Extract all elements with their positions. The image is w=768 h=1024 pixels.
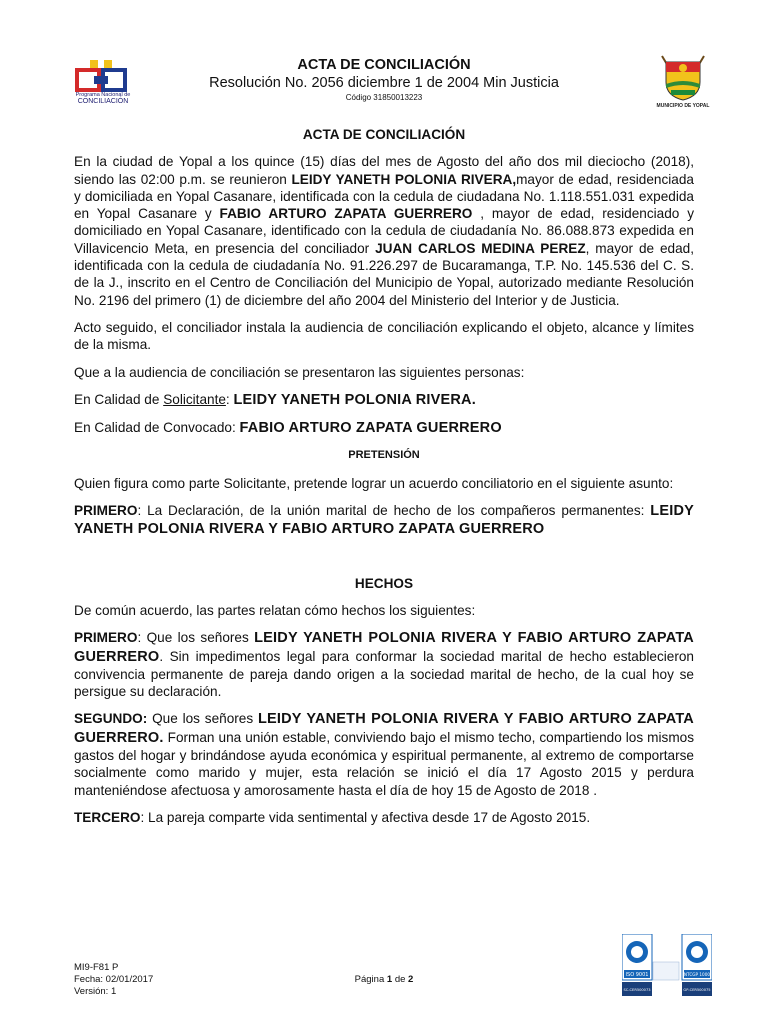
page-label: Página <box>354 974 387 985</box>
document-body <box>74 126 694 836</box>
item-text: : Que los señores <box>137 630 255 646</box>
cert1-label: ISO 9001 <box>625 972 649 978</box>
convocado-name: FABIO ARTURO ZAPATA GUERRERO <box>219 206 473 222</box>
document-title: ACTA DE CONCILIACIÓN <box>302 127 466 142</box>
form-code: MI9-F81 P <box>74 962 119 973</box>
coat-of-arms-icon <box>654 54 712 102</box>
solicitante-line <box>74 391 694 409</box>
intro-text: , mayor de edad, identificada con la cedula de ciudadanía No. 91.226.297 de Bucaramanga, T.P. No. 145.536 del C. S. de la J., inscrito en el Centro de Conciliación del Municipio de Yopal, autorizado mediante Resolución No. 2196 del primero (1) de diciembre del año 2004 del Ministerio del Interior y de Justicia. <box>74 240 695 308</box>
hecho-primero <box>74 629 694 700</box>
hecho-segundo <box>74 710 694 798</box>
form-version: Versión: 1 <box>74 986 117 997</box>
page-separator: de <box>392 974 409 985</box>
certification-logos <box>622 934 712 996</box>
line-prefix: En Calidad de Convocado: <box>74 420 240 436</box>
cert2-label: NTCGP 1000 <box>683 972 711 977</box>
conciliador-name: JUAN CARLOS MEDINA PEREZ <box>375 240 586 256</box>
solicitante-line-name: LEIDY YANETH POLONIA RIVERA. <box>233 391 476 408</box>
item-text: Que los señores <box>147 711 258 727</box>
intro-paragraph <box>74 153 694 309</box>
hecho-tercero <box>74 809 694 826</box>
icontec-certification-icon <box>622 934 712 996</box>
header-subtitle: Resolución No. 2056 diciembre 1 de 2004 Min Justicia <box>209 75 559 91</box>
logo-caption: Programa Nacional de <box>75 92 131 98</box>
item-text: Forman una unión estable, conviviendo bajo el mismo techo, compartiendo los mismos gastos del hogar y brindándose ayuda económica y espiritual permanente, al extremo de comportarse socialmente como marido y mujer, esta relación se inició el día 17 Agosto 2015 y perdura manteniéndose afectuosa y amorosamente hasta el día de hoy 15 de Agosto de 2018 . <box>74 729 694 798</box>
coat-of-arms-caption: MUNICIPIO DE YOPAL <box>656 103 710 109</box>
pretension-paragraph: Quien figura como parte Solicitante, pretende lograr un acuerdo conciliatorio en el siguiente asunto: <box>74 475 674 491</box>
item-names: LEIDY YANETH POLONIA RIVERA Y FABIO ARTURO ZAPATA GUERRERO <box>74 503 694 538</box>
acto-paragraph: Acto seguido, el conciliador instala la audiencia de conciliación explicando el objeto, alcance y límites de la misma. <box>74 319 694 353</box>
item-names: LEIDY YANETH POLONIA RIVERA Y FABIO ARTURO ZAPATA GUERRERO <box>74 630 694 665</box>
current-page: 1 <box>386 974 393 985</box>
convocado-line-name: FABIO ARTURO ZAPATA GUERRERO <box>239 420 502 437</box>
hechos-title: HECHOS <box>354 575 414 591</box>
solicitante-name: LEIDY YANETH POLONIA RIVERA, <box>291 171 517 187</box>
role-label: Solicitante <box>163 391 226 407</box>
item-label: SEGUNDO: <box>74 711 148 727</box>
item-text: . Sin impedimentos legal para conformar la sociedad marital de hecho establecieron convivencia permanente de pareja dando origen a la sociedad marital de hecho, de la cual hoy se persigue su declaración. <box>74 648 694 700</box>
attendees-intro: Que a la audiencia de conciliación se presentaron las siguientes personas: <box>74 364 525 380</box>
logo-caption-main: CONCILIACIÓN <box>77 98 129 105</box>
cert1-code: SC-CER500073 <box>623 988 651 992</box>
total-pages: 2 <box>408 974 414 985</box>
cert2-code: GP-CER500075 <box>683 988 711 992</box>
hechos-intro: De común acuerdo, las partes relatan cómo hechos los siguientes: <box>74 602 476 618</box>
convocado-line <box>74 419 694 437</box>
line-prefix: En Calidad de <box>74 391 164 407</box>
item-names: LEIDY YANETH POLONIA RIVERA Y FABIO ARTURO ZAPATA GUERRERO. <box>74 711 694 746</box>
header-code: Código 31850013223 <box>345 93 423 102</box>
intro-text: mayor de edad, residenciada y domiciliada en Yopal Casanare, identificada con la cedula de ciudadana No. 1.118.551.031 expedida en Yopal Casanare y <box>74 171 694 222</box>
item-label: PRIMERO <box>74 503 138 519</box>
intro-text: , mayor de edad, residenciado y domiciliado en Yopal Casanare, identificado con la cedula de ciudadanía No. 86.088.873 expedida en Villavicencio Meta, en presencia del conciliador <box>74 206 694 256</box>
intro-text: En la ciudad de Yopal a los quince (15) días del mes de Agosto del año dos mil dieciocho (2018), siendo las 02:00 p.m. se reunieron <box>74 154 694 187</box>
pretension-title: PRETENSIÓN <box>348 449 420 462</box>
item-label: TERCERO <box>74 809 141 825</box>
pretension-primero <box>74 502 694 539</box>
item-text: : La pareja comparte vida sentimental y afectiva desde 17 de Agosto 2015. <box>140 809 591 825</box>
item-text: : La Declaración, de la unión marital de hecho de los compañeros permanentes: <box>137 503 651 519</box>
item-label: PRIMERO <box>74 630 138 646</box>
document-header <box>0 56 768 103</box>
yopal-coat-of-arms <box>654 54 712 110</box>
form-date: Fecha: 02/01/2017 <box>74 974 154 985</box>
colon: : <box>225 391 234 407</box>
header-title: ACTA DE CONCILIACIÓN <box>297 57 471 73</box>
